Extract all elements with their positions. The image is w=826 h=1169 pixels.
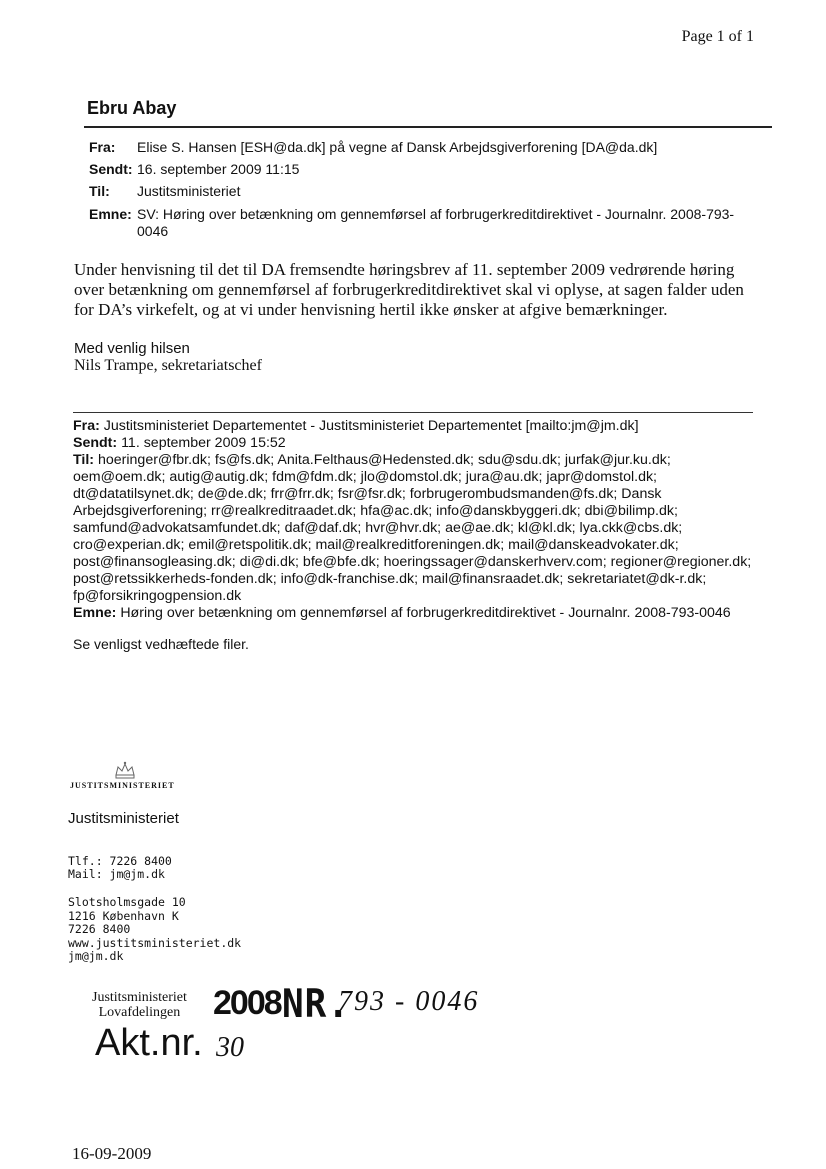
- fwd-to-line: samfund@advokatsamfundet.dk; daf@daf.dk; hvr@hvr.dk; ae@ae.dk; kl@kl.dk; lya.ckk@cbs.dk;: [73, 520, 683, 536]
- fwd-to-line: post@finansogleasing.dk; di@di.dk; bfe@bfe.dk; hoeringssager@danskerhverv.com; regioner@regioner.dk;: [73, 554, 752, 570]
- address-line: Slotsholmsgade 10: [68, 895, 186, 909]
- message-body: [74, 260, 774, 320]
- ministry-address: [68, 896, 241, 964]
- ministry-name: Justitsministeriet: [68, 810, 179, 827]
- fwd-subject-row: [73, 605, 753, 622]
- crown-icon: [113, 760, 137, 780]
- subject-line-1: SV: Høring over betænkning om gennemførsel af forbrugerkreditdirektivet - Journalnr. 2008-793-: [137, 206, 735, 222]
- ministry-logo: JUSTITSMINISTERIET: [70, 781, 175, 790]
- fwd-subject-label: Emne:: [73, 605, 117, 621]
- closing: Med venlig hilsen: [74, 340, 190, 357]
- subject-value: [137, 206, 747, 240]
- fwd-to-line: cro@experian.dk; emil@retspolitik.dk; mail@realkreditforeningen.dk; mail@danskeadvokater.dk;: [73, 537, 679, 553]
- body-line: over betænkning om gennemførsel af forbrugerkreditdirektivet skal vi oplyse, at sagen falder uden: [74, 280, 744, 299]
- forward-divider: [73, 412, 753, 413]
- fwd-to-line: fp@forsikringogpension.dk: [73, 588, 242, 604]
- page-number: Page 1 of 1: [681, 28, 754, 45]
- signature: Nils Trampe, sekretariatschef: [74, 357, 262, 374]
- akt-number: 30: [216, 1032, 244, 1063]
- to-value: Justitsministeriet: [137, 183, 241, 199]
- sender-name: Ebru Abay: [87, 98, 177, 118]
- fwd-subject-value: Høring over betænkning om gennemførsel af forbrugerkreditdirektivet - Journalnr. 2008-793-0046: [120, 605, 731, 621]
- stamp-nr-label: NR.: [282, 981, 351, 1028]
- address-line: 7226 8400: [68, 922, 131, 936]
- sent-value: 16. september 2009 11:15: [137, 161, 300, 177]
- stamp-line-2: Lovafdelingen: [98, 1005, 181, 1020]
- akt-label: Akt.nr.: [95, 1022, 203, 1064]
- sent-label: Sendt:: [89, 161, 133, 177]
- stamp-department: [92, 990, 187, 1020]
- subject-label: Emne:: [89, 206, 132, 222]
- body-line: Under henvisning til det til DA fremsendte høringsbrev af 11. september 2009 vedrørende høring: [74, 260, 735, 279]
- body-line: for DA’s virkefelt, og at vi under henvisning hertil ikke ønsker at afgive bemærkninger.: [74, 300, 668, 319]
- stamp-journal-number: 793 - 0046: [338, 986, 480, 1017]
- to-label: Til:: [89, 183, 110, 199]
- address-line: 1216 København K: [68, 908, 179, 923]
- stamp-year: 2008: [213, 984, 281, 1022]
- fwd-to-line: post@retssikkerheds-fonden.dk; info@dk-franchise.dk; mail@finansraadet.dk; sekretariatet@dk-r.dk;: [73, 571, 707, 587]
- address-line: www.justitsministeriet.dk: [68, 935, 242, 950]
- forwarded-header: [73, 418, 753, 622]
- from-value: Elise S. Hansen [ESH@da.dk] på vegne af Dansk Arbejdsgiverforening [DA@da.dk]: [137, 139, 658, 155]
- header-divider: [84, 126, 772, 128]
- fwd-to-line: oem@oem.dk; autig@autig.dk; fdm@fdm.dk; jlo@domstol.dk; jura@au.dk; japr@domstol.dk;: [73, 469, 658, 485]
- fwd-from-value: Justitsministeriet Departementet - Justitsministeriet Departementet [mailto:jm@jm.dk]: [103, 418, 639, 434]
- stamp-line-1: Justitsministeriet: [92, 990, 187, 1005]
- ministry-mail: Mail: jm@jm.dk: [68, 867, 165, 881]
- fwd-to-row: [73, 452, 753, 469]
- ministry-phone: Tlf.: 7226 8400: [68, 854, 172, 868]
- from-label: Fra:: [89, 139, 116, 155]
- address-line: jm@jm.dk: [68, 949, 124, 963]
- fwd-from-label: Fra:: [73, 418, 100, 434]
- attachment-note: Se venligst vedhæftede filer.: [73, 636, 249, 652]
- received-date: 16-09-2009: [72, 1144, 152, 1163]
- fwd-sent-value: 11. september 2009 15:52: [121, 435, 286, 451]
- fwd-sent-row: [73, 435, 753, 452]
- subject-line-2: 0046: [137, 223, 169, 239]
- fwd-to-line: Arbejdsgiverforening; rr@realkreditraadet.dk; hfa@ac.dk; info@danskbyggeri.dk; dbi@bilimp.dk;: [73, 503, 678, 519]
- fwd-to-label: Til:: [73, 452, 95, 468]
- fwd-to-line: hoeringer@fbr.dk; fs@fs.dk; Anita.Felthaus@Hedensted.dk; sdu@sdu.dk; jurfak@jur.ku.dk;: [97, 452, 671, 468]
- fwd-sent-label: Sendt:: [73, 435, 118, 451]
- fwd-from-row: [73, 418, 753, 435]
- fwd-to-line: dt@datatilsynet.dk; de@de.dk; frr@frr.dk; fsr@fsr.dk; forbrugerombudsmanden@fs.dk; Dansk: [73, 486, 662, 502]
